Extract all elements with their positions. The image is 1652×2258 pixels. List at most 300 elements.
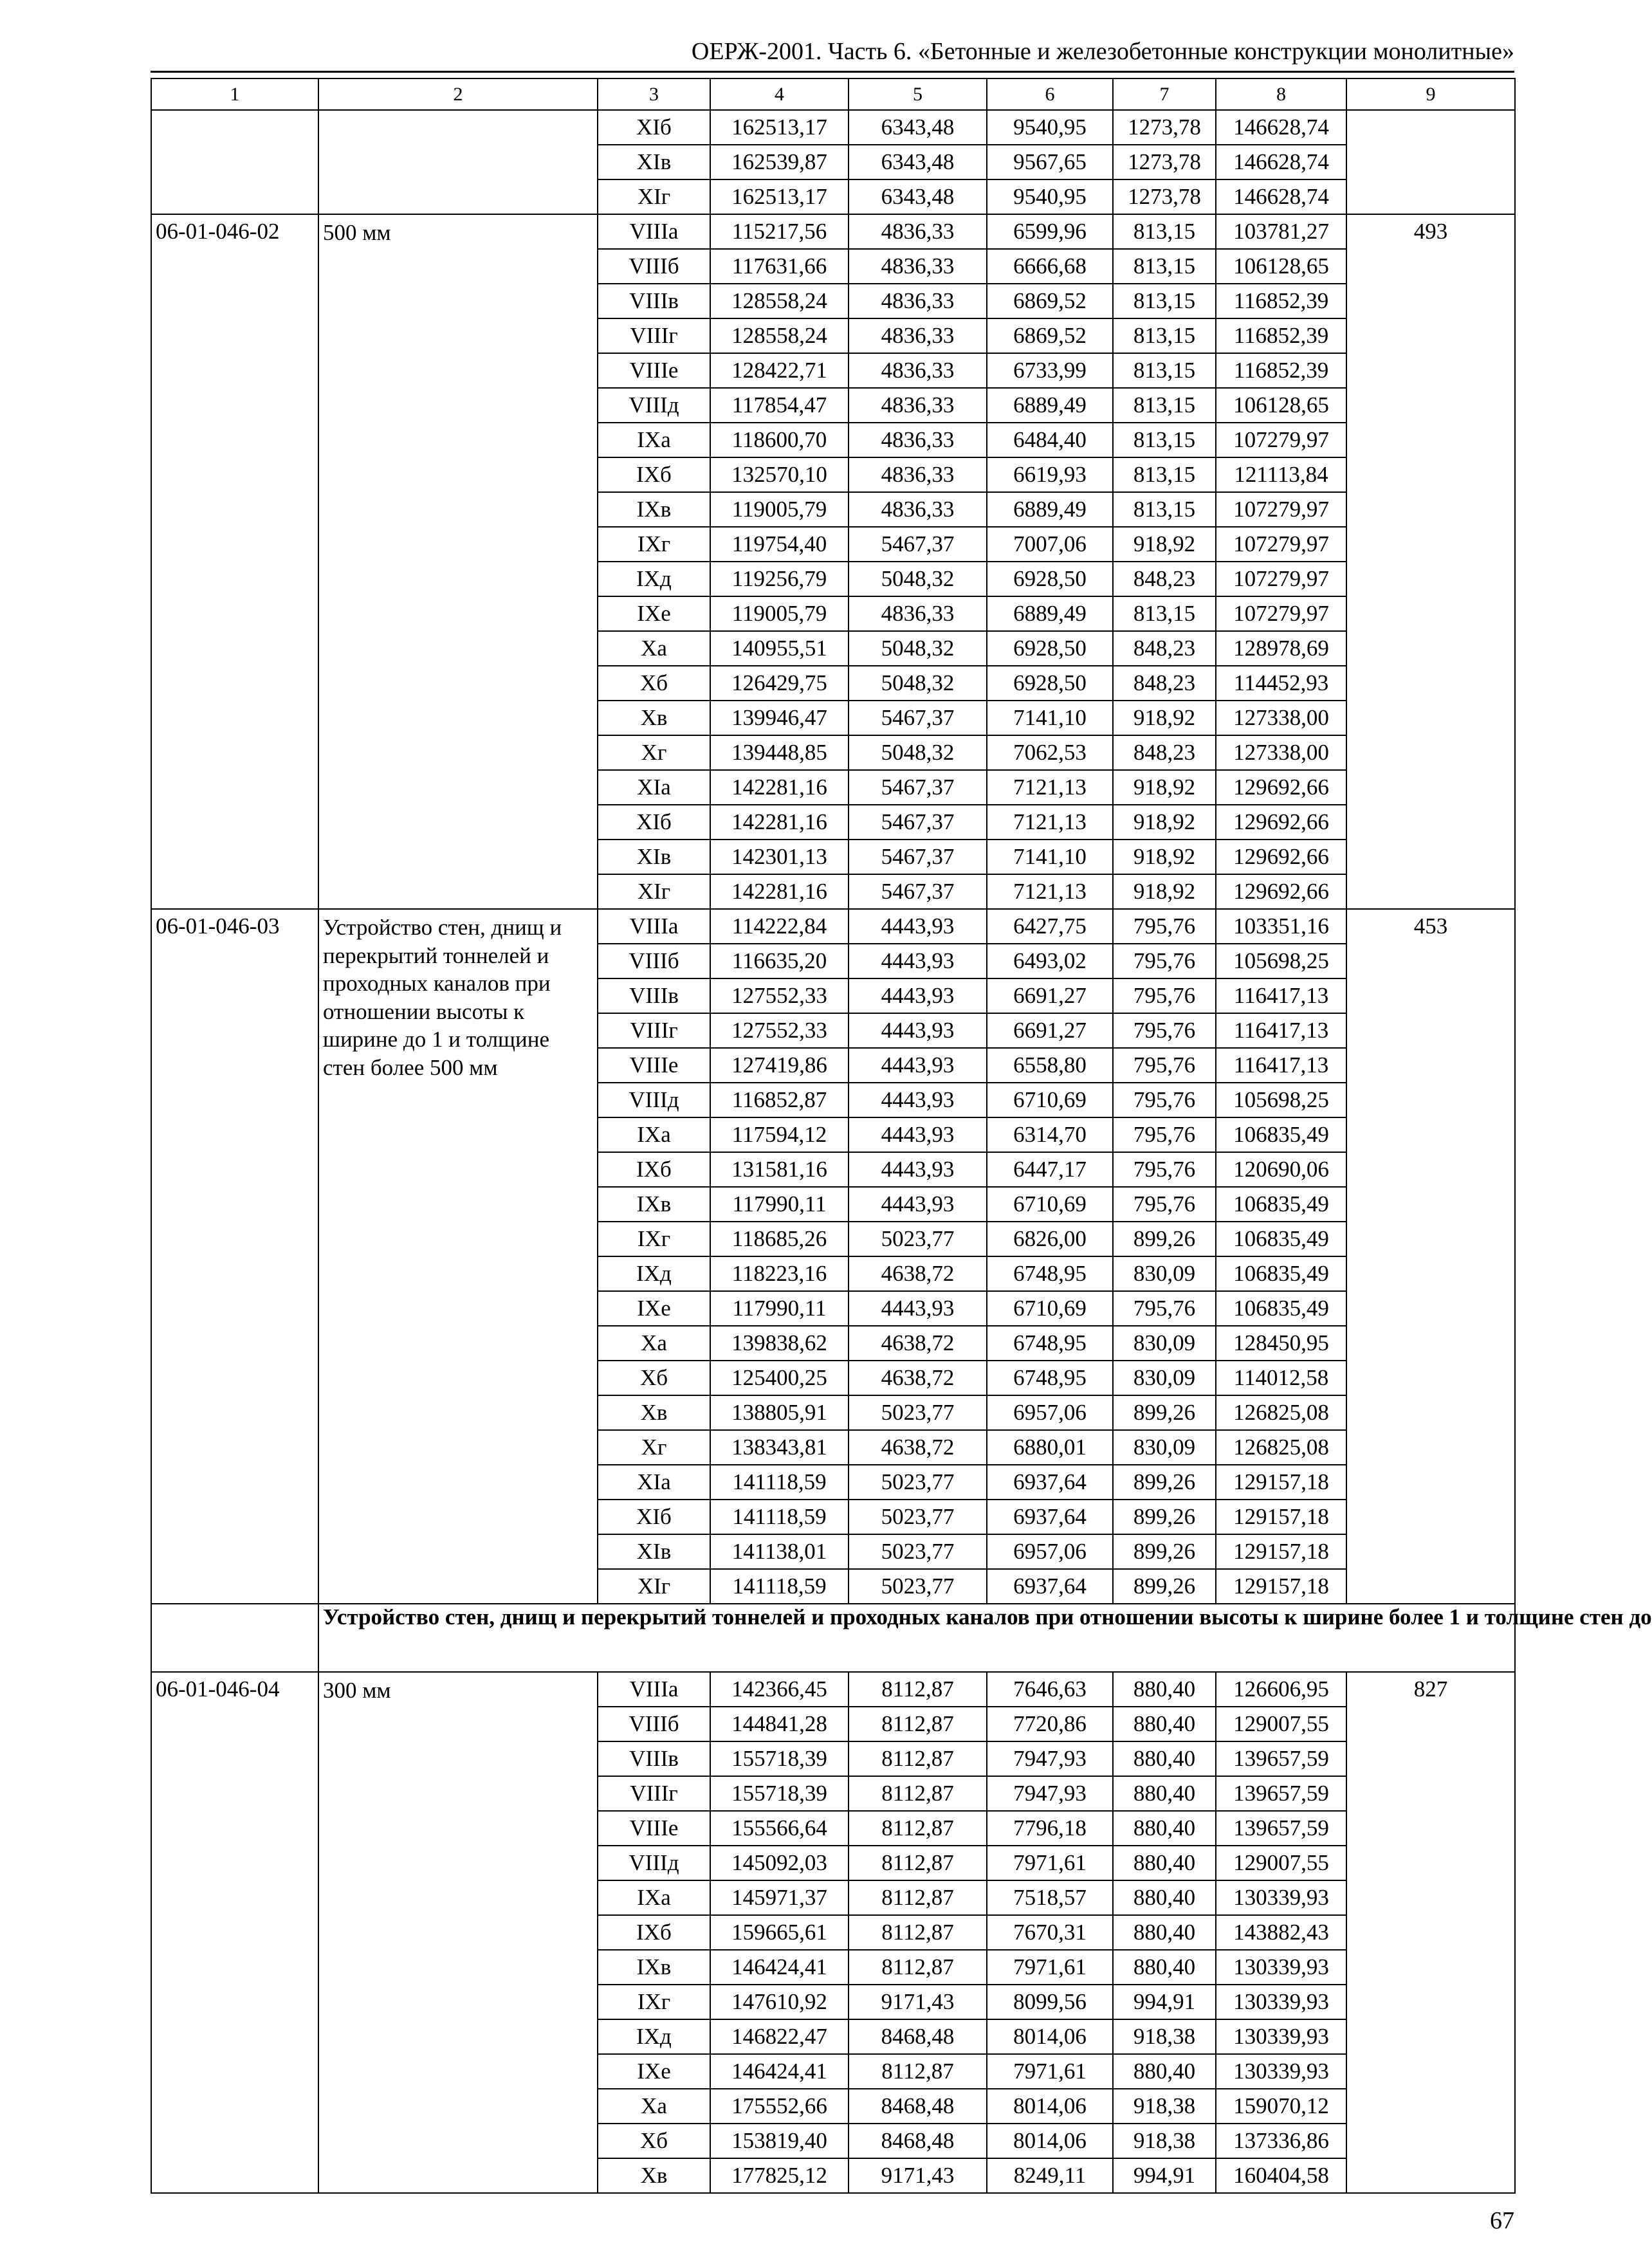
zone-code: VIIIб — [598, 249, 710, 284]
page-number: 67 — [1490, 2207, 1514, 2234]
material-cost: 129157,18 — [1216, 1500, 1346, 1534]
machine-cost: 6710,69 — [987, 1083, 1113, 1117]
zone-code: XIб — [598, 110, 710, 145]
zone-code: IXб — [598, 1915, 710, 1950]
machine-cost: 7141,10 — [987, 701, 1113, 735]
material-cost: 146628,74 — [1216, 110, 1346, 145]
zone-code: Xг — [598, 1430, 710, 1465]
machinist-wages: 813,15 — [1113, 457, 1216, 492]
machinist-wages: 830,09 — [1113, 1361, 1216, 1395]
zone-code: IXа — [598, 423, 710, 457]
wages: 4836,33 — [849, 596, 987, 631]
machinist-wages: 880,40 — [1113, 1741, 1216, 1776]
material-cost: 114012,58 — [1216, 1361, 1346, 1395]
wages: 6343,48 — [849, 110, 987, 145]
wages: 4443,93 — [849, 1187, 987, 1222]
material-cost: 106128,65 — [1216, 388, 1346, 423]
total-cost: 155718,39 — [710, 1776, 849, 1811]
total-cost: 139448,85 — [710, 735, 849, 770]
material-cost: 130339,93 — [1216, 1985, 1346, 2019]
total-cost: 141118,59 — [710, 1569, 849, 1604]
total-cost: 116635,20 — [710, 944, 849, 978]
machine-cost: 6928,50 — [987, 562, 1113, 596]
material-cost: 128978,69 — [1216, 631, 1346, 666]
material-cost: 137336,86 — [1216, 2124, 1346, 2158]
wages: 5467,37 — [849, 874, 987, 909]
material-cost: 107279,97 — [1216, 596, 1346, 631]
zone-code: IXв — [598, 492, 710, 527]
total-cost: 175552,66 — [710, 2089, 849, 2124]
wages: 4836,33 — [849, 457, 987, 492]
wages: 4836,33 — [849, 423, 987, 457]
column-number: 5 — [849, 78, 987, 110]
machine-cost: 7670,31 — [987, 1915, 1113, 1950]
material-cost: 107279,97 — [1216, 492, 1346, 527]
machinist-wages: 918,92 — [1113, 840, 1216, 874]
machine-cost: 7141,10 — [987, 840, 1113, 874]
zone-code: XIв — [598, 145, 710, 179]
zone-code: Xб — [598, 2124, 710, 2158]
machinist-wages: 795,76 — [1113, 944, 1216, 978]
machinist-wages: 813,15 — [1113, 214, 1216, 249]
zone-code: XIв — [598, 840, 710, 874]
machine-cost: 6748,95 — [987, 1256, 1113, 1291]
machinist-wages: 1273,78 — [1113, 179, 1216, 214]
wages: 8112,87 — [849, 1846, 987, 1880]
material-cost: 105698,25 — [1216, 944, 1346, 978]
zone-code: IXе — [598, 2054, 710, 2089]
zone-code: VIIIв — [598, 978, 710, 1013]
zone-code: IXб — [598, 457, 710, 492]
machinist-wages: 795,76 — [1113, 1291, 1216, 1326]
total-cost: 125400,25 — [710, 1361, 849, 1395]
column-number-row — [151, 78, 1515, 110]
machinist-wages: 795,76 — [1113, 1048, 1216, 1083]
machine-cost: 7646,63 — [987, 1672, 1113, 1707]
zone-code: VIIIб — [598, 1707, 710, 1741]
total-cost: 115217,56 — [710, 214, 849, 249]
zone-code: IXе — [598, 596, 710, 631]
material-cost: 129007,55 — [1216, 1846, 1346, 1880]
wages: 5467,37 — [849, 840, 987, 874]
machinist-wages: 880,40 — [1113, 1915, 1216, 1950]
zone-code: VIIIг — [598, 318, 710, 353]
wages: 8112,87 — [849, 1776, 987, 1811]
machine-cost: 6599,96 — [987, 214, 1113, 249]
total-cost: 128558,24 — [710, 284, 849, 318]
material-cost: 130339,93 — [1216, 2054, 1346, 2089]
machine-cost: 6869,52 — [987, 284, 1113, 318]
machinist-wages: 880,40 — [1113, 1950, 1216, 1985]
machine-cost: 6748,95 — [987, 1361, 1113, 1395]
wages: 4443,93 — [849, 1117, 987, 1152]
material-cost: 146628,74 — [1216, 179, 1346, 214]
labor-cost: 453 — [1346, 909, 1515, 1604]
material-cost: 116852,39 — [1216, 353, 1346, 388]
material-cost: 143882,43 — [1216, 1915, 1346, 1950]
zone-code: IXг — [598, 527, 710, 562]
total-cost: 118685,26 — [710, 1222, 849, 1256]
machinist-wages: 918,38 — [1113, 2089, 1216, 2124]
material-cost: 126825,08 — [1216, 1430, 1346, 1465]
machine-cost: 6957,06 — [987, 1395, 1113, 1430]
section-spacer — [151, 1604, 318, 1672]
material-cost: 121113,84 — [1216, 457, 1346, 492]
material-cost: 139657,59 — [1216, 1776, 1346, 1811]
material-cost: 130339,93 — [1216, 1880, 1346, 1915]
zone-code: XIб — [598, 1500, 710, 1534]
zone-code: XIв — [598, 1534, 710, 1569]
total-cost: 139946,47 — [710, 701, 849, 735]
machinist-wages: 918,92 — [1113, 770, 1216, 805]
total-cost: 117854,47 — [710, 388, 849, 423]
total-cost: 119005,79 — [710, 596, 849, 631]
wages: 5023,77 — [849, 1500, 987, 1534]
total-cost: 119754,40 — [710, 527, 849, 562]
zone-code: Xв — [598, 2158, 710, 2193]
zone-code: IXг — [598, 1985, 710, 2019]
material-cost: 106835,49 — [1216, 1291, 1346, 1326]
machine-cost: 6666,68 — [987, 249, 1113, 284]
machinist-wages: 795,76 — [1113, 1152, 1216, 1187]
machinist-wages: 795,76 — [1113, 909, 1216, 944]
machinist-wages: 1273,78 — [1113, 145, 1216, 179]
machinist-wages: 795,76 — [1113, 1117, 1216, 1152]
machine-cost: 8099,56 — [987, 1985, 1113, 2019]
material-cost: 129157,18 — [1216, 1569, 1346, 1604]
machine-cost: 6558,80 — [987, 1048, 1113, 1083]
machinist-wages: 880,40 — [1113, 2054, 1216, 2089]
zone-code: Xа — [598, 1326, 710, 1361]
machine-cost: 7062,53 — [987, 735, 1113, 770]
zone-code: VIIIб — [598, 944, 710, 978]
machinist-wages: 899,26 — [1113, 1222, 1216, 1256]
machine-cost: 6928,50 — [987, 631, 1113, 666]
machinist-wages: 795,76 — [1113, 978, 1216, 1013]
item-code: 06-01-046-02 — [151, 214, 318, 909]
total-cost: 146822,47 — [710, 2019, 849, 2054]
machine-cost: 7720,86 — [987, 1707, 1113, 1741]
machinist-wages: 918,92 — [1113, 701, 1216, 735]
machinist-wages: 848,23 — [1113, 666, 1216, 701]
labor-cost: 827 — [1346, 1672, 1515, 2193]
machine-cost: 6619,93 — [987, 457, 1113, 492]
zone-code: Xв — [598, 1395, 710, 1430]
total-cost: 159665,61 — [710, 1915, 849, 1950]
item-code: 06-01-046-04 — [151, 1672, 318, 2193]
machine-cost: 8249,11 — [987, 2158, 1113, 2193]
column-number: 8 — [1216, 78, 1346, 110]
machinist-wages: 795,76 — [1113, 1187, 1216, 1222]
material-cost: 146628,74 — [1216, 145, 1346, 179]
total-cost: 140955,51 — [710, 631, 849, 666]
machinist-wages: 848,23 — [1113, 562, 1216, 596]
zone-code: IXг — [598, 1222, 710, 1256]
zone-code: IXд — [598, 2019, 710, 2054]
machine-cost: 7007,06 — [987, 527, 1113, 562]
machine-cost: 7971,61 — [987, 2054, 1113, 2089]
item-description — [318, 110, 598, 214]
labor-cost: 493 — [1346, 214, 1515, 909]
total-cost: 142281,16 — [710, 770, 849, 805]
total-cost: 144841,28 — [710, 1707, 849, 1741]
machine-cost: 6493,02 — [987, 944, 1113, 978]
wages: 4836,33 — [849, 284, 987, 318]
wages: 4836,33 — [849, 388, 987, 423]
material-cost: 107279,97 — [1216, 423, 1346, 457]
machinist-wages: 899,26 — [1113, 1500, 1216, 1534]
wages: 4443,93 — [849, 1152, 987, 1187]
zone-code: VIIIа — [598, 909, 710, 944]
machine-cost: 9567,65 — [987, 145, 1113, 179]
machine-cost: 6937,64 — [987, 1500, 1113, 1534]
machinist-wages: 830,09 — [1113, 1430, 1216, 1465]
zone-code: XIг — [598, 874, 710, 909]
total-cost: 128558,24 — [710, 318, 849, 353]
zone-code: IXв — [598, 1187, 710, 1222]
total-cost: 141118,59 — [710, 1465, 849, 1500]
total-cost: 131581,16 — [710, 1152, 849, 1187]
wages: 5023,77 — [849, 1465, 987, 1500]
wages: 5023,77 — [849, 1569, 987, 1604]
wages: 4836,33 — [849, 318, 987, 353]
machine-cost: 6957,06 — [987, 1534, 1113, 1569]
zone-code: VIIIе — [598, 1811, 710, 1846]
wages: 8112,87 — [849, 1707, 987, 1741]
item-code: 06-01-046-03 — [151, 909, 318, 1604]
total-cost: 138343,81 — [710, 1430, 849, 1465]
wages: 9171,43 — [849, 2158, 987, 2193]
zone-code: VIIIд — [598, 1083, 710, 1117]
wages: 6343,48 — [849, 179, 987, 214]
wages: 4638,72 — [849, 1430, 987, 1465]
machine-cost: 6314,70 — [987, 1117, 1113, 1152]
material-cost: 130339,93 — [1216, 1950, 1346, 1985]
material-cost: 116417,13 — [1216, 1048, 1346, 1083]
wages: 8112,87 — [849, 1811, 987, 1846]
machine-cost: 8014,06 — [987, 2124, 1113, 2158]
total-cost: 118600,70 — [710, 423, 849, 457]
header-rule — [151, 71, 1514, 73]
total-cost: 126429,75 — [710, 666, 849, 701]
machine-cost: 6733,99 — [987, 353, 1113, 388]
wages: 5048,32 — [849, 666, 987, 701]
material-cost: 159070,12 — [1216, 2089, 1346, 2124]
material-cost: 105698,25 — [1216, 1083, 1346, 1117]
machine-cost: 6710,69 — [987, 1291, 1113, 1326]
machine-cost: 6691,27 — [987, 1013, 1113, 1048]
wages: 5467,37 — [849, 770, 987, 805]
wages: 5048,32 — [849, 735, 987, 770]
machinist-wages: 880,40 — [1113, 1811, 1216, 1846]
material-cost: 106835,49 — [1216, 1187, 1346, 1222]
material-cost: 126606,95 — [1216, 1672, 1346, 1707]
column-number: 6 — [987, 78, 1113, 110]
machine-cost: 7947,93 — [987, 1776, 1113, 1811]
zone-code: IXд — [598, 562, 710, 596]
machinist-wages: 813,15 — [1113, 353, 1216, 388]
material-cost: 103351,16 — [1216, 909, 1346, 944]
machinist-wages: 848,23 — [1113, 735, 1216, 770]
machinist-wages: 918,38 — [1113, 2124, 1216, 2158]
machinist-wages: 813,15 — [1113, 249, 1216, 284]
material-cost: 139657,59 — [1216, 1811, 1346, 1846]
total-cost: 119256,79 — [710, 562, 849, 596]
machine-cost: 6928,50 — [987, 666, 1113, 701]
wages: 4443,93 — [849, 909, 987, 944]
machinist-wages: 813,15 — [1113, 492, 1216, 527]
machinist-wages: 1273,78 — [1113, 110, 1216, 145]
item-description: 500 мм — [318, 214, 598, 909]
material-cost: 129692,66 — [1216, 840, 1346, 874]
machine-cost: 6748,95 — [987, 1326, 1113, 1361]
machinist-wages: 830,09 — [1113, 1326, 1216, 1361]
machinist-wages: 813,15 — [1113, 284, 1216, 318]
wages: 9171,43 — [849, 1985, 987, 2019]
material-cost: 130339,93 — [1216, 2019, 1346, 2054]
machine-cost: 6427,75 — [987, 909, 1113, 944]
machinist-wages: 899,26 — [1113, 1534, 1216, 1569]
material-cost: 128450,95 — [1216, 1326, 1346, 1361]
total-cost: 145092,03 — [710, 1846, 849, 1880]
wages: 8112,87 — [849, 1950, 987, 1985]
material-cost: 106835,49 — [1216, 1222, 1346, 1256]
machine-cost: 7796,18 — [987, 1811, 1113, 1846]
column-number: 1 — [151, 78, 318, 110]
wages: 4443,93 — [849, 944, 987, 978]
zone-code: VIIIа — [598, 1672, 710, 1707]
zone-code: IXа — [598, 1880, 710, 1915]
wages: 5467,37 — [849, 701, 987, 735]
zone-code: XIг — [598, 179, 710, 214]
machine-cost: 7971,61 — [987, 1950, 1113, 1985]
machinist-wages: 813,15 — [1113, 318, 1216, 353]
machine-cost: 7971,61 — [987, 1846, 1113, 1880]
total-cost: 127552,33 — [710, 978, 849, 1013]
total-cost: 155566,64 — [710, 1811, 849, 1846]
machine-cost: 8014,06 — [987, 2019, 1113, 2054]
zone-code: VIIIд — [598, 1846, 710, 1880]
machine-cost: 6880,01 — [987, 1430, 1113, 1465]
machinist-wages: 795,76 — [1113, 1013, 1216, 1048]
total-cost: 162513,17 — [710, 179, 849, 214]
wages: 5023,77 — [849, 1222, 987, 1256]
total-cost: 117990,11 — [710, 1187, 849, 1222]
machine-cost: 9540,95 — [987, 110, 1113, 145]
zone-code: VIIIв — [598, 1741, 710, 1776]
wages: 4638,72 — [849, 1361, 987, 1395]
total-cost: 117631,66 — [710, 249, 849, 284]
machinist-wages: 813,15 — [1113, 388, 1216, 423]
machinist-wages: 994,91 — [1113, 1985, 1216, 2019]
wages: 4836,33 — [849, 353, 987, 388]
table-row — [151, 214, 1515, 249]
zone-code: VIIIг — [598, 1013, 710, 1048]
wages: 8112,87 — [849, 1741, 987, 1776]
wages: 8112,87 — [849, 2054, 987, 2089]
machinist-wages: 899,26 — [1113, 1395, 1216, 1430]
wages: 6343,48 — [849, 145, 987, 179]
wages: 8112,87 — [849, 1915, 987, 1950]
wages: 5048,32 — [849, 562, 987, 596]
total-cost: 138805,91 — [710, 1395, 849, 1430]
wages: 5023,77 — [849, 1534, 987, 1569]
material-cost: 116852,39 — [1216, 284, 1346, 318]
wages: 4443,93 — [849, 1013, 987, 1048]
wages: 4638,72 — [849, 1256, 987, 1291]
material-cost: 106835,49 — [1216, 1117, 1346, 1152]
zone-code: Xб — [598, 666, 710, 701]
material-cost: 129692,66 — [1216, 770, 1346, 805]
zone-code: XIб — [598, 805, 710, 840]
machine-cost: 7121,13 — [987, 770, 1113, 805]
wages: 4836,33 — [849, 249, 987, 284]
wages: 4638,72 — [849, 1326, 987, 1361]
material-cost: 129007,55 — [1216, 1707, 1346, 1741]
wages: 8468,48 — [849, 2019, 987, 2054]
machinist-wages: 880,40 — [1113, 1672, 1216, 1707]
zone-code: IXе — [598, 1291, 710, 1326]
machine-cost: 7947,93 — [987, 1741, 1113, 1776]
total-cost: 141118,59 — [710, 1500, 849, 1534]
machinist-wages: 899,26 — [1113, 1569, 1216, 1604]
total-cost: 153819,40 — [710, 2124, 849, 2158]
machine-cost: 6889,49 — [987, 492, 1113, 527]
total-cost: 146424,41 — [710, 1950, 849, 1985]
material-cost: 107279,97 — [1216, 562, 1346, 596]
total-cost: 162513,17 — [710, 110, 849, 145]
wages: 4836,33 — [849, 214, 987, 249]
material-cost: 129157,18 — [1216, 1534, 1346, 1569]
zone-code: VIIIг — [598, 1776, 710, 1811]
total-cost: 142301,13 — [710, 840, 849, 874]
zone-code: IXд — [598, 1256, 710, 1291]
machine-cost: 8014,06 — [987, 2089, 1113, 2124]
machine-cost: 6937,64 — [987, 1465, 1113, 1500]
material-cost: 106128,65 — [1216, 249, 1346, 284]
machinist-wages: 918,92 — [1113, 527, 1216, 562]
wages: 5467,37 — [849, 527, 987, 562]
total-cost: 142366,45 — [710, 1672, 849, 1707]
machinist-wages: 813,15 — [1113, 596, 1216, 631]
zone-code: VIIIе — [598, 353, 710, 388]
machine-cost: 7121,13 — [987, 874, 1113, 909]
machine-cost: 6484,40 — [987, 423, 1113, 457]
machinist-wages: 830,09 — [1113, 1256, 1216, 1291]
item-code — [151, 110, 318, 214]
machinist-wages: 848,23 — [1113, 631, 1216, 666]
machine-cost: 6889,49 — [987, 596, 1113, 631]
zone-code: XIа — [598, 1465, 710, 1500]
zone-code: Xг — [598, 735, 710, 770]
total-cost: 127552,33 — [710, 1013, 849, 1048]
wages: 4443,93 — [849, 1048, 987, 1083]
labor-cost — [1346, 110, 1515, 214]
machinist-wages: 918,92 — [1113, 874, 1216, 909]
material-cost: 160404,58 — [1216, 2158, 1346, 2193]
material-cost: 116852,39 — [1216, 318, 1346, 353]
total-cost: 117990,11 — [710, 1291, 849, 1326]
total-cost: 139838,62 — [710, 1326, 849, 1361]
total-cost: 127419,86 — [710, 1048, 849, 1083]
machine-cost: 6447,17 — [987, 1152, 1113, 1187]
material-cost: 103781,27 — [1216, 214, 1346, 249]
machine-cost: 7121,13 — [987, 805, 1113, 840]
zone-code: XIа — [598, 770, 710, 805]
column-number: 4 — [710, 78, 849, 110]
total-cost: 118223,16 — [710, 1256, 849, 1291]
material-cost: 114452,93 — [1216, 666, 1346, 701]
